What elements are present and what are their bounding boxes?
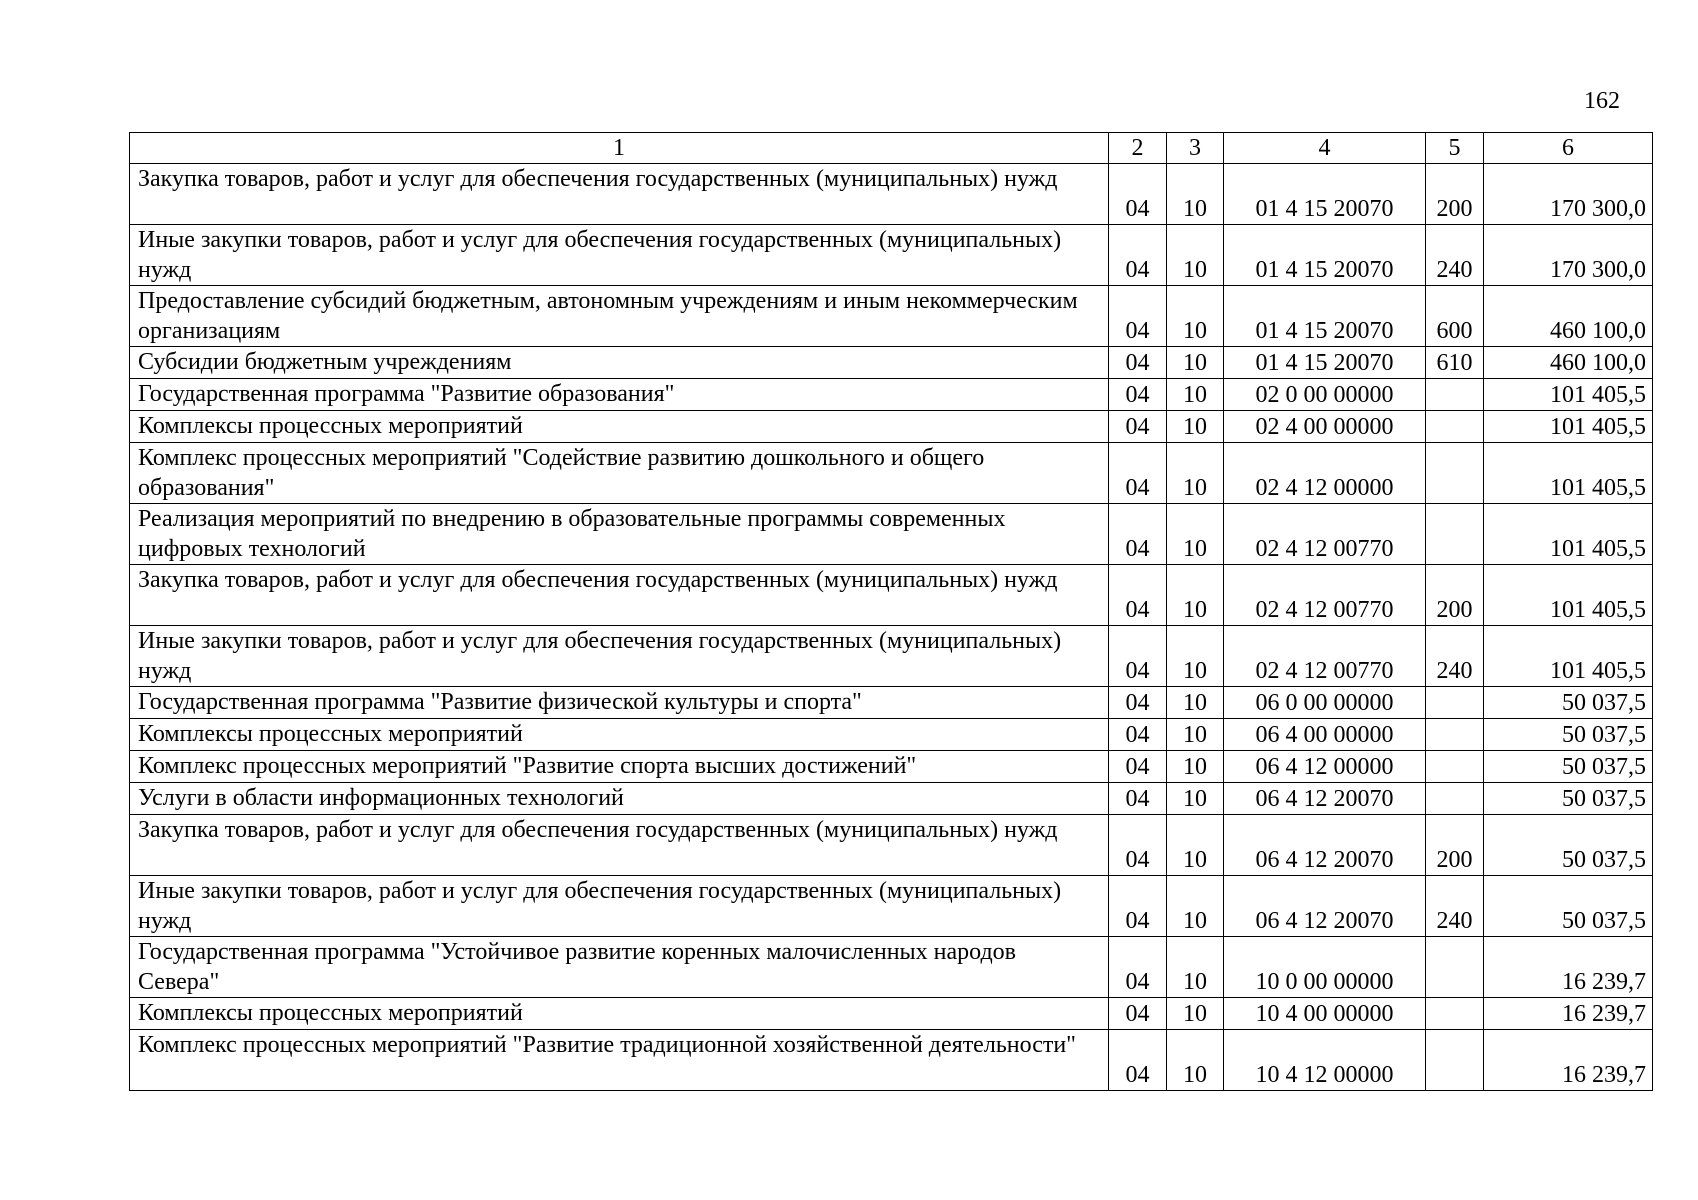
row-section-cell: 04	[1109, 286, 1167, 347]
table-row	[130, 411, 1653, 443]
row-section-cell: 04	[1109, 225, 1167, 286]
row-name-cell: Иные закупки товаров, работ и услуг для обеспечения государственных (муниципальных) нужд	[130, 626, 1109, 687]
row-target-code-cell: 06 4 12 00000	[1224, 751, 1426, 783]
table-row	[130, 937, 1653, 998]
row-subsection-cell: 10	[1167, 347, 1224, 379]
row-name-cell: Иные закупки товаров, работ и услуг для обеспечения государственных (муниципальных) нужд	[130, 225, 1109, 286]
row-target-code-cell: 02 4 12 00000	[1224, 443, 1426, 504]
row-expense-type-cell	[1426, 411, 1484, 443]
table-row	[130, 286, 1653, 347]
row-name-cell: Субсидии бюджетным учреждениям	[130, 347, 1109, 379]
row-name-cell: Закупка товаров, работ и услуг для обеспечения государственных (муниципальных) нужд	[130, 164, 1109, 225]
row-expense-type-cell	[1426, 504, 1484, 565]
row-expense-type-cell	[1426, 443, 1484, 504]
row-section-cell: 04	[1109, 411, 1167, 443]
row-subsection-cell: 10	[1167, 626, 1224, 687]
row-subsection-cell: 10	[1167, 998, 1224, 1030]
row-expense-type-cell	[1426, 783, 1484, 815]
row-name-cell: Закупка товаров, работ и услуг для обеспечения государственных (муниципальных) нужд	[130, 815, 1109, 876]
row-target-code-cell: 10 0 00 00000	[1224, 937, 1426, 998]
row-section-cell: 04	[1109, 565, 1167, 626]
row-name-cell: Государственная программа "Развитие физической культуры и спорта"	[130, 687, 1109, 719]
row-target-code-cell: 02 0 00 00000	[1224, 379, 1426, 411]
row-section-cell: 04	[1109, 751, 1167, 783]
table-row	[130, 347, 1653, 379]
header-row	[130, 133, 1653, 164]
row-target-code-cell: 02 4 12 00770	[1224, 504, 1426, 565]
table-row	[130, 1030, 1653, 1091]
column-header-2: 2	[1109, 133, 1167, 164]
row-target-code-cell: 06 4 12 20070	[1224, 815, 1426, 876]
row-target-code-cell: 06 4 12 20070	[1224, 783, 1426, 815]
row-amount-cell: 460 100,0	[1484, 286, 1653, 347]
row-target-code-cell: 10 4 12 00000	[1224, 1030, 1426, 1091]
row-section-cell: 04	[1109, 783, 1167, 815]
row-subsection-cell: 10	[1167, 286, 1224, 347]
row-subsection-cell: 10	[1167, 815, 1224, 876]
row-target-code-cell: 02 4 12 00770	[1224, 565, 1426, 626]
row-amount-cell: 101 405,5	[1484, 379, 1653, 411]
row-expense-type-cell	[1426, 379, 1484, 411]
row-amount-cell: 50 037,5	[1484, 751, 1653, 783]
row-amount-cell: 460 100,0	[1484, 347, 1653, 379]
table-row	[130, 783, 1653, 815]
row-name-cell: Комплекс процессных мероприятий "Развитие традиционной хозяйственной деятельности"	[130, 1030, 1109, 1091]
column-header-6: 6	[1484, 133, 1653, 164]
row-subsection-cell: 10	[1167, 876, 1224, 937]
row-subsection-cell: 10	[1167, 411, 1224, 443]
row-expense-type-cell: 240	[1426, 225, 1484, 286]
row-amount-cell: 50 037,5	[1484, 815, 1653, 876]
row-subsection-cell: 10	[1167, 937, 1224, 998]
table-row	[130, 379, 1653, 411]
row-amount-cell: 50 037,5	[1484, 876, 1653, 937]
row-subsection-cell: 10	[1167, 719, 1224, 751]
row-subsection-cell: 10	[1167, 783, 1224, 815]
row-section-cell: 04	[1109, 998, 1167, 1030]
row-name-cell: Комплекс процессных мероприятий "Развитие спорта высших достижений"	[130, 751, 1109, 783]
row-section-cell: 04	[1109, 876, 1167, 937]
table-row	[130, 876, 1653, 937]
row-subsection-cell: 10	[1167, 1030, 1224, 1091]
table-row	[130, 626, 1653, 687]
column-header-3: 3	[1167, 133, 1224, 164]
row-section-cell: 04	[1109, 1030, 1167, 1091]
table-row	[130, 751, 1653, 783]
row-name-cell: Комплексы процессных мероприятий	[130, 719, 1109, 751]
row-amount-cell: 101 405,5	[1484, 504, 1653, 565]
budget-table	[129, 132, 1653, 1091]
row-subsection-cell: 10	[1167, 751, 1224, 783]
row-amount-cell: 50 037,5	[1484, 687, 1653, 719]
row-expense-type-cell	[1426, 719, 1484, 751]
row-expense-type-cell	[1426, 1030, 1484, 1091]
row-expense-type-cell	[1426, 687, 1484, 719]
row-target-code-cell: 02 4 00 00000	[1224, 411, 1426, 443]
table-row	[130, 687, 1653, 719]
page-number: 162	[1584, 88, 1620, 114]
row-name-cell: Комплексы процессных мероприятий	[130, 998, 1109, 1030]
row-amount-cell: 50 037,5	[1484, 783, 1653, 815]
row-target-code-cell: 06 4 00 00000	[1224, 719, 1426, 751]
row-amount-cell: 101 405,5	[1484, 565, 1653, 626]
row-expense-type-cell: 200	[1426, 815, 1484, 876]
row-name-cell: Комплексы процессных мероприятий	[130, 411, 1109, 443]
row-section-cell: 04	[1109, 815, 1167, 876]
row-section-cell: 04	[1109, 504, 1167, 565]
row-target-code-cell: 06 4 12 20070	[1224, 876, 1426, 937]
row-section-cell: 04	[1109, 626, 1167, 687]
table-row	[130, 998, 1653, 1030]
table-row	[130, 504, 1653, 565]
column-header-5: 5	[1426, 133, 1484, 164]
table-row	[130, 719, 1653, 751]
row-amount-cell: 170 300,0	[1484, 164, 1653, 225]
row-section-cell: 04	[1109, 347, 1167, 379]
table-row	[130, 815, 1653, 876]
table-row	[130, 164, 1653, 225]
column-header-1: 1	[130, 133, 1109, 164]
row-name-cell: Иные закупки товаров, работ и услуг для обеспечения государственных (муниципальных) нужд	[130, 876, 1109, 937]
row-target-code-cell: 01 4 15 20070	[1224, 225, 1426, 286]
row-subsection-cell: 10	[1167, 504, 1224, 565]
row-name-cell: Комплекс процессных мероприятий "Содействие развитию дошкольного и общего образования"	[130, 443, 1109, 504]
row-subsection-cell: 10	[1167, 443, 1224, 504]
row-expense-type-cell: 610	[1426, 347, 1484, 379]
column-header-4: 4	[1224, 133, 1426, 164]
row-target-code-cell: 10 4 00 00000	[1224, 998, 1426, 1030]
row-expense-type-cell: 240	[1426, 876, 1484, 937]
row-name-cell: Государственная программа "Развитие образования"	[130, 379, 1109, 411]
row-amount-cell: 16 239,7	[1484, 1030, 1653, 1091]
row-subsection-cell: 10	[1167, 379, 1224, 411]
row-name-cell: Предоставление субсидий бюджетным, автономным учреждениям и иным некоммерческим организациям	[130, 286, 1109, 347]
row-amount-cell: 101 405,5	[1484, 443, 1653, 504]
row-target-code-cell: 06 0 00 00000	[1224, 687, 1426, 719]
row-section-cell: 04	[1109, 164, 1167, 225]
row-section-cell: 04	[1109, 379, 1167, 411]
row-amount-cell: 101 405,5	[1484, 626, 1653, 687]
row-amount-cell: 16 239,7	[1484, 937, 1653, 998]
row-expense-type-cell: 600	[1426, 286, 1484, 347]
row-amount-cell: 50 037,5	[1484, 719, 1653, 751]
row-expense-type-cell: 200	[1426, 164, 1484, 225]
row-amount-cell: 101 405,5	[1484, 411, 1653, 443]
row-target-code-cell: 02 4 12 00770	[1224, 626, 1426, 687]
row-amount-cell: 16 239,7	[1484, 998, 1653, 1030]
row-expense-type-cell	[1426, 998, 1484, 1030]
row-target-code-cell: 01 4 15 20070	[1224, 164, 1426, 225]
table-body	[130, 164, 1653, 1091]
row-section-cell: 04	[1109, 443, 1167, 504]
row-name-cell: Реализация мероприятий по внедрению в образовательные программы современных цифровых технологий	[130, 504, 1109, 565]
row-subsection-cell: 10	[1167, 225, 1224, 286]
table-row	[130, 443, 1653, 504]
row-expense-type-cell: 240	[1426, 626, 1484, 687]
table-row	[130, 565, 1653, 626]
row-section-cell: 04	[1109, 937, 1167, 998]
row-section-cell: 04	[1109, 719, 1167, 751]
row-expense-type-cell: 200	[1426, 565, 1484, 626]
row-subsection-cell: 10	[1167, 687, 1224, 719]
row-amount-cell: 170 300,0	[1484, 225, 1653, 286]
row-name-cell: Услуги в области информационных технологий	[130, 783, 1109, 815]
row-target-code-cell: 01 4 15 20070	[1224, 286, 1426, 347]
row-name-cell: Закупка товаров, работ и услуг для обеспечения государственных (муниципальных) нужд	[130, 565, 1109, 626]
row-subsection-cell: 10	[1167, 565, 1224, 626]
row-subsection-cell: 10	[1167, 164, 1224, 225]
row-section-cell: 04	[1109, 687, 1167, 719]
row-name-cell: Государственная программа "Устойчивое развитие коренных малочисленных народов Севера"	[130, 937, 1109, 998]
table-row	[130, 225, 1653, 286]
row-expense-type-cell	[1426, 937, 1484, 998]
row-target-code-cell: 01 4 15 20070	[1224, 347, 1426, 379]
row-expense-type-cell	[1426, 751, 1484, 783]
